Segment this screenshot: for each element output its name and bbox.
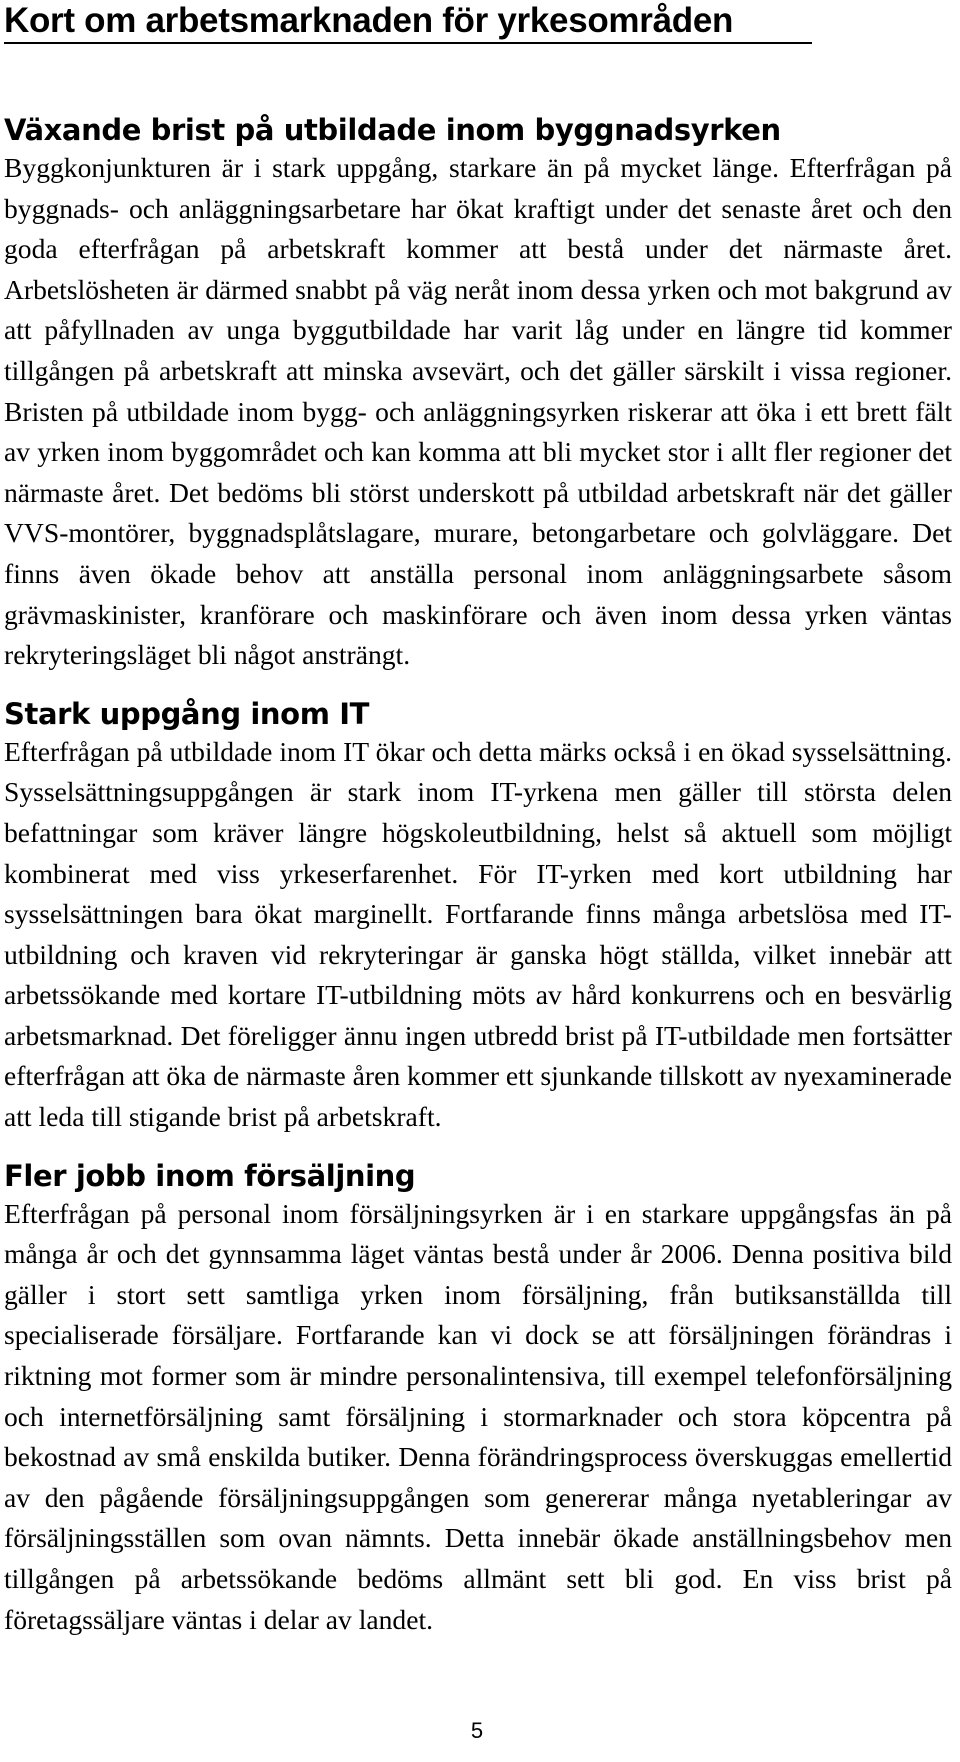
section-it	[4, 696, 952, 1138]
page-title: Kort om arbetsmarknaden för yrkesområden	[4, 1, 734, 40]
page-number-container	[0, 1718, 960, 1744]
page-number: 5	[470, 1718, 484, 1743]
section-sales	[4, 1158, 952, 1641]
section-heading-it: Stark uppgång inom IT	[4, 696, 369, 731]
section-body-sales: Efterfrågan på personal inom försäljningsyrken är i en starkare uppgångsfas än på många år och det gynnsamma läget väntas bestå under år 2006. Denna positiva bild gäller i stort sett samtliga yrken inom försäljning, från butiksanställda till specialiserade försäljare. Fortfarande kan vi dock se att försäljningen förändras i riktning mot former som är mindre personalintensiva, till exempel telefonförsäljning och internetförsäljning samt försäljning i stormarknader och stora köpcentra på bekostnad av små enskilda butiker. Denna förändringsprocess överskuggas emellertid av den pågående försäljningsuppgången som genererar många nyetableringar av försäljningsställen som ovan nämnts. Detta innebär ökade anställningsbehov men tillgången på arbetssökande bedöms allmänt sett bli god. En viss brist på företagssäljare väntas i delar av landet.	[4, 1197, 952, 1635]
section-heading-sales: Fler jobb inom försäljning	[4, 1158, 416, 1193]
section-heading-construction: Växande brist på utbildade inom byggnadsyrken	[4, 113, 781, 147]
section-body-construction: Byggkonjunkturen är i stark uppgång, starkare än på mycket länge. Efterfrågan på byggnads- och anläggningsarbetare har ökat kraftigt under det senaste året och den goda efterfrågan på arbetskraft kommer att bestå under det närmaste året. Arbetslösheten är därmed snabbt på väg neråt inom dessa yrken och mot bakgrund av att påfyllnaden av unga byggutbildade har varit låg under en längre tid kommer tillgången på arbetskraft att minska avsevärt, och det gäller särskilt i vissa regioner. Bristen på utbildade inom bygg- och anläggningsyrken riskerar att öka i ett brett fält av yrken inom byggområdet och kan komma att bli mycket stor i allt fler regioner det närmaste året. Det bedöms bli störst underskott på utbildad arbetskraft när det gäller VVS-montörer, byggnadsplåtslagare, murare, betongarbetare och golvläggare. Det finns även ökade behov att anställa personal inom anläggningsarbete såsom grävmaskinister, kranförare och maskinförare och även inom dessa yrken väntas rekryteringsläget bli något ansträngt.	[4, 152, 952, 671]
title-underline	[4, 42, 812, 44]
section-construction	[4, 112, 952, 676]
document-page	[4, 0, 952, 1640]
section-body-it: Efterfrågan på utbildade inom IT ökar och detta märks också i en ökad sysselsättning. Sysselsättningsuppgången är stark inom IT-yrkena men gäller till största delen befattningar som kräver längre högskoleutbildning, helst så aktuell som möjligt kombinerat med viss yrkeserfarenhet. För IT-yrken med kort utbildning har sysselsättningen bara ökat marginellt. Fortfarande finns många arbetslösa med IT-utbildning och kraven vid rekryteringar är ganska högt ställda, vilket innebär att arbetssökande med kortare IT-utbildning möts av hård konkurrens och en besvärlig arbetsmarknad. Det föreligger ännu ingen utbredd brist på IT-utbildade men fortsätter efterfrågan att öka de närmaste åren kommer ett sjunkande tillskott av nyexaminerade att leda till stigande brist på arbetskraft.	[4, 735, 952, 1133]
